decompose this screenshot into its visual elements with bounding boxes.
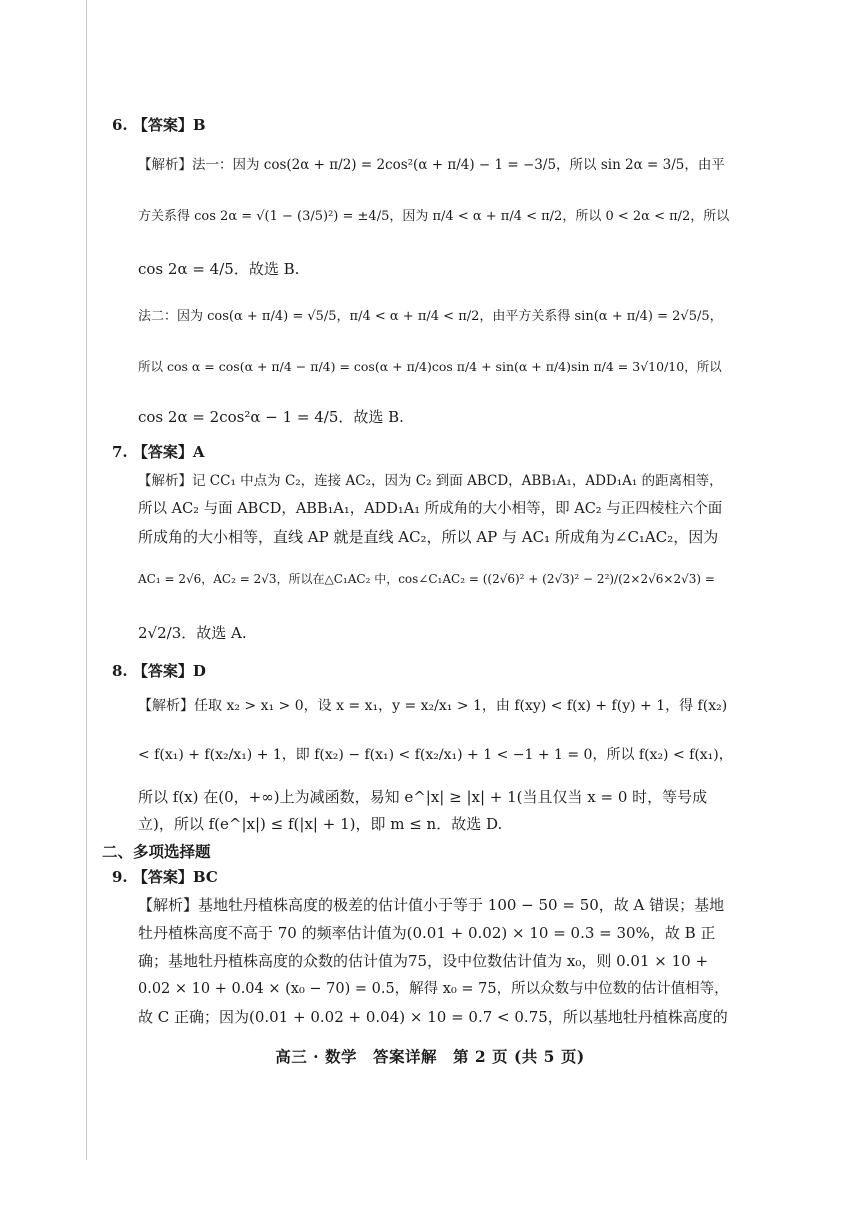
q6-answer: 6. 【答案】B [112,116,206,134]
q9-answer: 9. 【答案】BC [112,868,218,886]
section-heading: 二、多项选择题 [102,842,211,861]
page-margin-line [86,0,87,1160]
q7-line-2: 所以 AC₂ 与面 ABCD，ABB₁A₁，ADD₁A₁ 所成角的大小相等，即 AC₂ 与正四棱柱六个面 [138,501,723,517]
q9-line-1: 【解析】基地牡丹植株高度的极差的估计值小于等于 100 − 50 = 50，故 A 错误；基地 [138,896,725,914]
q6-line-2: 方关系得 cos 2α = √(1 − (3/5)²) = ±4/5，因为 π/4 < α + π/4 < π/2，所以 0 < 2α < π/2，所以 [138,209,730,224]
q9-line-3: 确；基地牡丹植株高度的众数的估计值为75，设中位数估计值为 x₀，则 0.01 × 10 + [138,952,709,970]
q6-line-6: cos 2α = 2cos²α − 1 = 4/5．故选 B. [138,408,404,426]
q6-line-4: 法二：因为 cos(α + π/4) = √5/5，π/4 < α + π/4 < π/2，由平方关系得 sin(α + π/4) = 2√5/5， [138,309,723,324]
q8-line-3: 所以 f(x) 在(0，+∞)上为减函数，易知 e^|x| ≥ |x| + 1(当且仅当 x = 0 时，等号成 [138,788,708,806]
q6-line-5: 所以 cos α = cos(α + π/4 − π/4) = cos(α + π/4)cos π/4 + sin(α + π/4)sin π/4 = 3√10/10，所以 [138,359,722,374]
q8-line-1: 【解析】任取 x₂ > x₁ > 0，设 x = x₁，y = x₂/x₁ > 1，由 f(xy) < f(x) + f(y) + 1，得 f(x₂) [138,698,728,714]
q8-line-2: < f(x₁) + f(x₂/x₁) + 1，即 f(x₂) − f(x₁) < f(x₂/x₁) + 1 < −1 + 1 = 0，所以 f(x₂) < f(x₁)， [138,747,733,763]
q7-line-1: 【解析】记 CC₁ 中点为 C₂，连接 AC₂，因为 C₂ 到面 ABCD，ABB₁A₁，ADD₁A₁ 的距离相等， [138,473,723,489]
q7-line-5: 2√2/3．故选 A. [138,624,247,642]
q9-line-5: 故 C 正确；因为(0.01 + 0.02 + 0.04) × 10 = 0.7 < 0.75，所以基地牡丹植株高度的 [138,1008,728,1026]
page-footer: 高三 · 数学 答案详解 第 2 页 (共 5 页) [275,1047,585,1066]
q8-answer: 8. 【答案】D [112,662,206,680]
q7-line-4: AC₁ = 2√6，AC₂ = 2√3，所以在△C₁AC₂ 中，cos∠C₁AC₂ = ((2√6)² + (2√3)² − 2²)/(2×2√6×2√3) = [138,572,715,586]
q6-line-1: 【解析】法一：因为 cos(2α + π/2) = 2cos²(α + π/4) − 1 = −3/5，所以 sin 2α = 3/5，由平 [138,157,725,173]
q8-line-4: 立)，所以 f(e^|x|) ≤ f(|x| + 1)，即 m ≤ n．故选 D. [138,815,503,833]
q6-line-3: cos 2α = 4/5．故选 B. [138,260,300,278]
q9-line-4: 0.02 × 10 + 0.04 × (x₀ − 70) = 0.5，解得 x₀ = 75，所以众数与中位数的估计值相等， [138,981,729,997]
q9-line-2: 牡丹植株高度不高于 70 的频率估计值为(0.01 + 0.02) × 10 = 0.3 = 30%，故 B 正 [138,924,716,942]
q7-answer: 7. 【答案】A [112,443,205,461]
q7-line-3: 所成角的大小相等，直线 AP 就是直线 AC₂，所以 AP 与 AC₁ 所成角为∠C₁AC₂，因为 [138,528,719,546]
